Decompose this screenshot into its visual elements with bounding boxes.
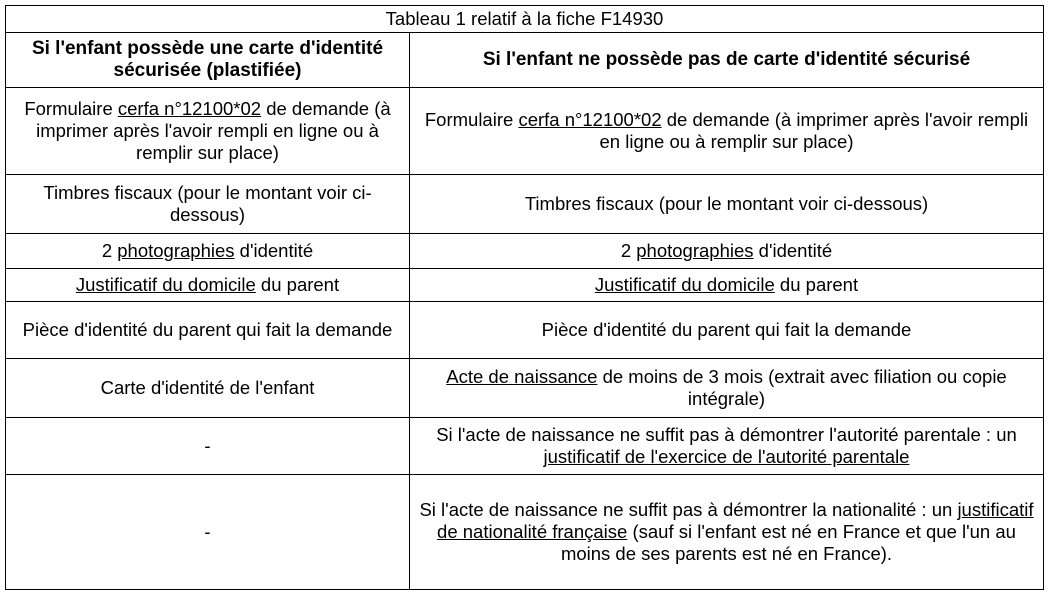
cell-form-left: Formulaire cerfa n°12100*02 de demande (à imprimer après l'avoir rempli en ligne ou à remplir sur place) [6,88,410,175]
parental-authority-link[interactable]: justificatif de l'exercice de l'autorité parentale [543,446,910,467]
cell-stamps-right: Timbres fiscaux (pour le montant voir ci-dessous) [410,175,1044,234]
table-row [6,418,1044,475]
header-with-secure-card: Si l'enfant possède une carte d'identité sécurisée (plastifiée) [6,33,410,88]
requirements-table [5,5,1044,590]
cell-birth-certificate-right: Acte de naissance de moins de 3 mois (extrait avec filiation ou copie intégrale) [410,359,1044,418]
table-caption: Tableau 1 relatif à la fiche F14930 [6,6,1044,33]
header-without-secure-card: Si l'enfant ne possède pas de carte d'identité sécurisé [410,33,1044,88]
table-header-row [6,33,1044,88]
cell-parent-id-right: Pièce d'identité du parent qui fait la demande [410,302,1044,359]
birth-certificate-link[interactable]: Acte de naissance [446,366,598,387]
domicile-link[interactable]: Justificatif du domicile [75,274,256,295]
table-row [6,88,1044,175]
cerfa-link[interactable]: cerfa n°12100*02 [518,109,662,130]
table-caption-row [6,6,1044,33]
photographies-link[interactable]: photographies [117,240,235,261]
cell-domicile-right: Justificatif du domicile du parent [410,269,1044,302]
nationality-link[interactable]: justificatif de nationalité française [437,499,1034,542]
cell-parent-id-left: Pièce d'identité du parent qui fait la demande [6,302,410,359]
table-row [6,269,1044,302]
cell-stamps-left: Timbres fiscaux (pour le montant voir ci-dessous) [6,175,410,234]
cell-domicile-left: Justificatif du domicile du parent [6,269,410,302]
cell-photos-right: 2 photographies d'identité [410,234,1044,269]
cell-parental-authority-right: Si l'acte de naissance ne suffit pas à démontrer l'autorité parentale : un justificatif de l'exercice de l'autorité parentale [410,418,1044,475]
table-row [6,234,1044,269]
domicile-link[interactable]: Justificatif du domicile [594,274,775,295]
cerfa-link[interactable]: cerfa n°12100*02 [117,98,262,119]
cell-photos-left: 2 photographies d'identité [6,234,410,269]
table-row [6,175,1044,234]
photographies-link[interactable]: photographies [636,240,754,261]
cell-nationality-right: Si l'acte de naissance ne suffit pas à démontrer la nationalité : un justificatif de nationalité française (sauf si l'enfant est né en France et que l'un au moins de ses parents est né en France). [410,475,1044,590]
cell-form-right: Formulaire cerfa n°12100*02 de demande (à imprimer après l'avoir rempli en ligne ou à remplir sur place) [410,88,1044,175]
table-row [6,475,1044,590]
table-row [6,359,1044,418]
cell-empty-left: - [6,475,410,590]
table-row [6,302,1044,359]
cell-empty-left: - [6,418,410,475]
cell-child-id-left: Carte d'identité de l'enfant [6,359,410,418]
